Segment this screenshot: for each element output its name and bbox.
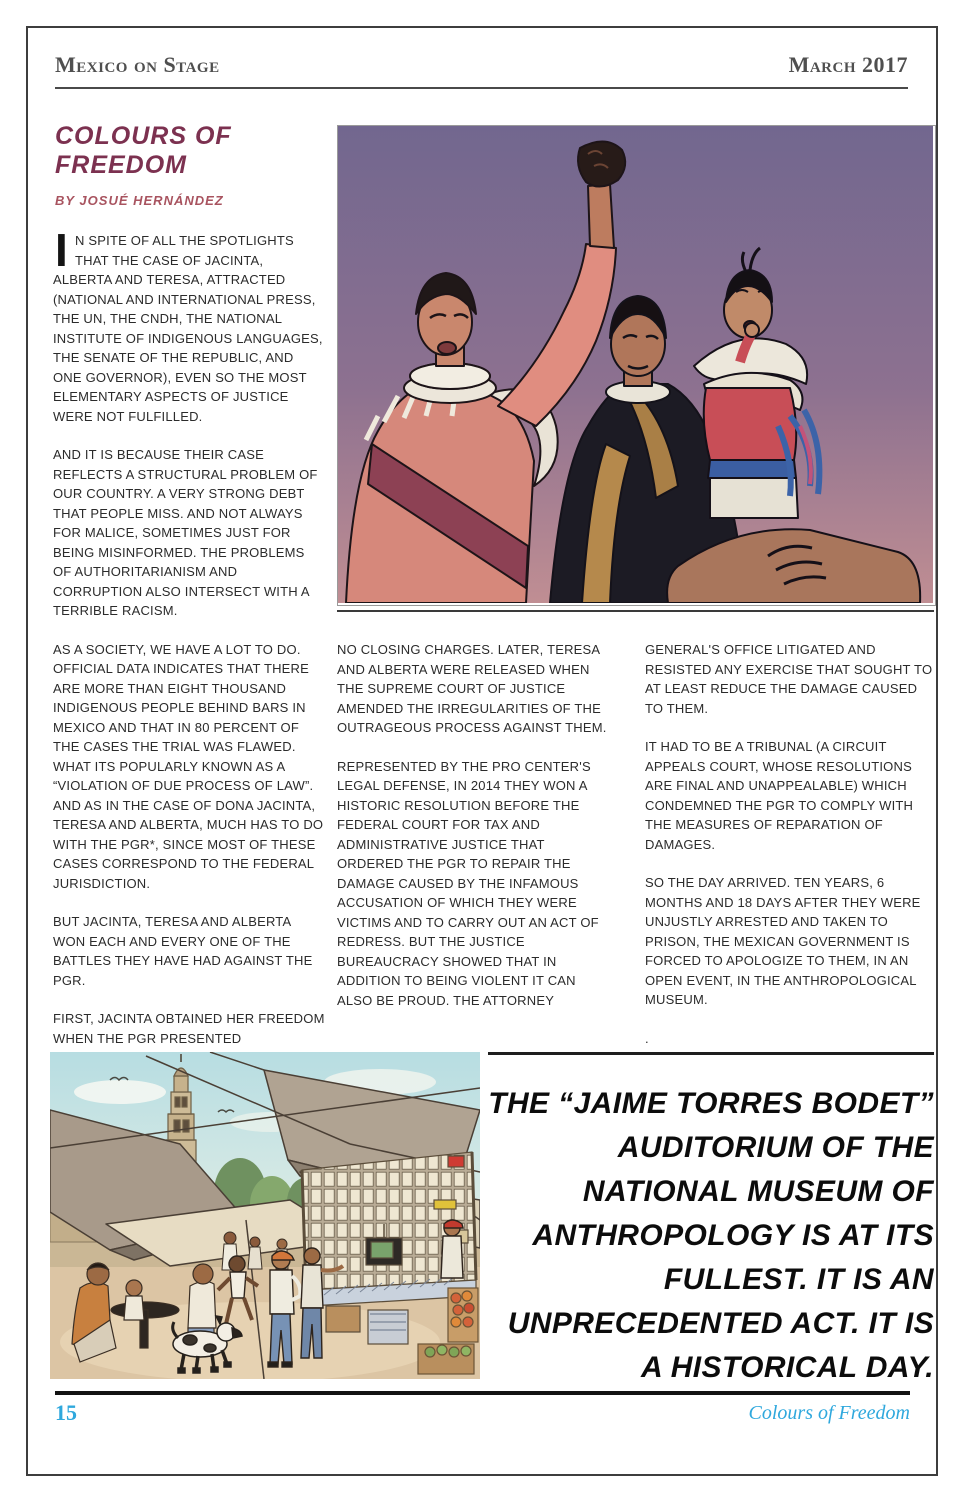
hero-divider-rule bbox=[337, 610, 934, 612]
article-title: COLOURS OF FREEDOM bbox=[55, 122, 232, 179]
footer-article-title: Colours of Freedom bbox=[748, 1402, 910, 1424]
page-number: 15 bbox=[55, 1400, 77, 1425]
pull-quote-rule bbox=[488, 1052, 934, 1055]
header-rule bbox=[55, 87, 908, 89]
paragraph: IT HAD TO BE A TRIBUNAL (A CIRCUIT APPEALS COURT, WHOSE RESOLUTIONS ARE FINAL AND UNAPPEALABLE) WHICH CONDEMNED THE PGR TO COMPLY WITH THE MEASURES OF REPARATION OF DAMAGES. bbox=[645, 739, 914, 852]
market-illustration bbox=[50, 1052, 480, 1379]
pull-quote: THE “JAIME TORRES BODET” AUDITORIUM OF THE NATIONAL MUSEUM OF ANTHROPOLOGY IS AT ITS FULLEST. IT IS AN UNPRECEDENTED ACT. IT IS A HISTORICAL DAY. bbox=[488, 1087, 934, 1384]
paragraph: SO THE DAY ARRIVED. TEN YEARS, 6 MONTHS AND 18 DAYS AFTER THEY WERE UNJUSTLY ARRESTED AND TAKEN TO PRISON, THE MEXICAN GOVERNMENT IS FORCED TO APOLOGIZE TO THEM, IN AN OPEN EVENT, IN THE ANTHROPOLOGICAL MUSEUM. bbox=[645, 875, 921, 1007]
column-1 bbox=[53, 224, 325, 1067]
column-2 bbox=[337, 640, 613, 1029]
article-byline: BY JOSUÉ HERNÁNDEZ bbox=[55, 193, 224, 208]
hero-illustration bbox=[337, 125, 936, 606]
paragraph: AS A SOCIETY, WE HAVE A LOT TO DO. OFFICIAL DATA INDICATES THAT THERE ARE MORE THAN EIGHT THOUSAND INDIGENOUS PEOPLE BEHIND BARS IN MEXICO AND THAT IN 80 PERCENT OF THE CASES THE TRIAL WAS FLAWED. WHAT ITS POPULARLY KNOWN AS A “VIOLATION OF DUE PROCESS OF LAW”. AND AS IN THE CASE OF DONA JACINTA, TERESA AND ALBERTA, MUCH HAS TO DO WITH THE PGR*, SINCE MOST OF THESE CASES CORRESPOND TO THE FEDERAL JURISDICTION. bbox=[53, 641, 324, 891]
magazine-masthead: Mexico on Stage bbox=[55, 52, 220, 77]
paragraph: GENERAL'S OFFICE LITIGATED AND RESISTED ANY EXERCISE THAT SOUGHT TO AT LEAST REDUCE THE DAMAGE CAUSED TO THEM. bbox=[645, 642, 933, 716]
paragraph: . bbox=[645, 1030, 649, 1046]
issue-date: March 2017 bbox=[788, 52, 908, 77]
paragraph: NO CLOSING CHARGES. LATER, TERESA AND ALBERTA WERE RELEASED WHEN THE SUPREME COURT OF JUSTICE AMENDED THE IRREGULARITIES OF THE OUTRAGEOUS PROCESS AGAINST THEM. bbox=[337, 642, 607, 735]
paragraph: BUT JACINTA, TERESA AND ALBERTA WON EACH AND EVERY ONE OF THE BATTLES THEY HAVE HAD AGAINST THE PGR. bbox=[53, 914, 313, 988]
paragraph: FIRST, JACINTA OBTAINED HER FREEDOM WHEN THE PGR PRESENTED bbox=[53, 1011, 325, 1046]
paragraph: REPRESENTED BY THE PRO CENTER'S LEGAL DEFENSE, IN 2014 THEY WON A HISTORIC RESOLUTION BEFORE THE FEDERAL COURT FOR TAX AND ADMINISTRATIVE JUSTICE THAT ORDERED THE PGR TO REPAIR THE DAMAGE CAUSED BY THE INFAMOUS ACCUSATION OF WHICH THEY WERE VICTIMS AND TO CARRY OUT AN ACT OF REDRESS. BUT THE JUSTICE BUREAUCRACY SHOWED THAT IN ADDITION TO BEING VIOLENT IT CAN ALSO BE PROUD. THE ATTORNEY bbox=[337, 758, 599, 1008]
paragraph: AND IT IS BECAUSE THEIR CASE REFLECTS A STRUCTURAL PROBLEM OF OUR COUNTRY. A VERY STRONG DEBT THAT PEOPLE MISS. AND NOT ALWAYS FOR MALICE, SOMETIMES JUST FOR BEING MISINFORMED. THE PROBLEMS OF AUTHORITARIANISM AND CORRUPTION ALSO INTERSECT WITH A TERRIBLE RACISM. bbox=[53, 447, 318, 618]
market-illustration-svg bbox=[50, 1052, 480, 1379]
paragraph: I N SPITE OF ALL THE SPOTLIGHTS THAT THE CASE OF JACINTA, ALBERTA AND TERESA, ATTRACTED (NATIONAL AND INTERNATIONAL PRESS, THE UN, THE CNDH, THE NATIONAL INSTITUTE OF INDIGENOUS LANGUAGES, THE SENATE OF THE REPUBLIC, AND ONE GOVERNOR), EVEN SO THE MOST ELEMENTARY ASPECTS OF JUSTICE WERE NOT FULFILLED. bbox=[53, 224, 323, 424]
footer-rule bbox=[55, 1391, 910, 1395]
column-3 bbox=[645, 640, 935, 1067]
protest-illustration-svg bbox=[338, 126, 933, 603]
drop-cap: I bbox=[55, 224, 68, 276]
